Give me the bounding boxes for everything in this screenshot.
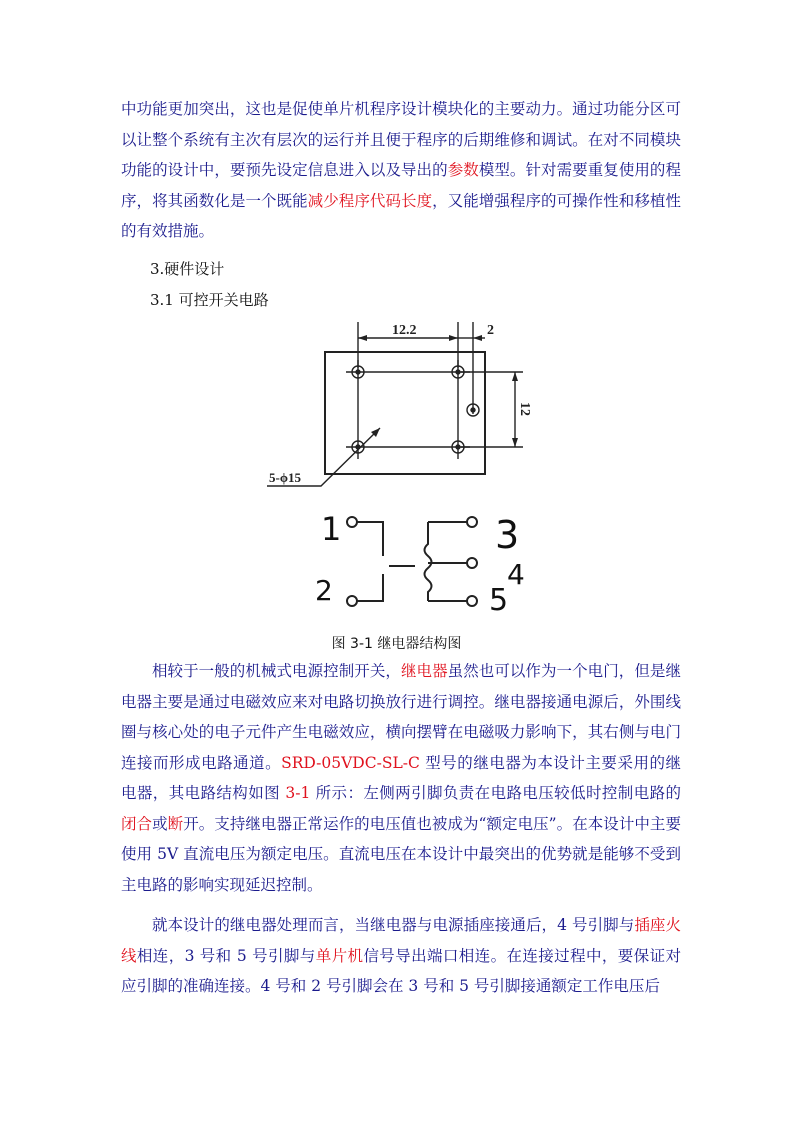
pin-label-1: 1	[321, 510, 342, 548]
dim-label-12: 12	[517, 402, 532, 416]
text-run: 型号的继电器为本设计主要采用的继电器，其电路结构如图	[121, 753, 681, 802]
text-run: 相较于一般的机械式电源控制开关，	[152, 662, 401, 680]
highlighted-term: 闭合	[121, 814, 153, 833]
highlighted-term: 继电器	[400, 662, 448, 680]
mounting-holes	[346, 360, 479, 459]
text-run: 信号导出端口相连。在连接过程中，要保证对应引脚的准确连接。4 号和 2 号引脚会在 3 号和 5 号引脚接通额定工作电压后	[121, 946, 681, 995]
section-heading: 3.硬件设计	[150, 260, 225, 278]
subsection-heading: 3.1 可控开关电路	[150, 291, 269, 309]
text-run: 或	[152, 814, 168, 833]
highlighted-term: 参数	[447, 161, 479, 179]
highlighted-term: 单片机	[315, 946, 364, 965]
text-run: 模型。针对需要重复使用的程序，将其函数化是一个既能	[121, 161, 681, 210]
pin-label-2: 2	[315, 574, 333, 607]
relay-body-outline	[325, 352, 485, 474]
highlighted-term: 断	[167, 814, 184, 833]
highlighted-term: 减少程序代码长度	[307, 191, 433, 210]
text-run: ，又能增强程序的可操作性和移植性的有效措施。	[121, 191, 681, 240]
figure-caption: 图 3-1 继电器结构图	[331, 636, 462, 652]
paragraph-3	[121, 910, 681, 1002]
dim-label-2: 2	[487, 323, 494, 338]
paragraph-2	[121, 656, 681, 900]
paragraph-1	[121, 94, 681, 247]
text-run: 所示：左侧两引脚负责在电路电压较低时控制电路的	[310, 784, 681, 802]
text-run: 就本设计的继电器处理而言，当继电器与电源插座接通后，4 号引脚与	[152, 916, 635, 934]
highlighted-term: 插座火线	[121, 916, 681, 965]
dim-label-12-2: 12.2	[392, 323, 417, 338]
highlighted-term: SRD-05VDC-SL-C	[281, 753, 420, 772]
relay-figure	[255, 318, 555, 618]
hole-label: 5-ϕ15	[269, 470, 301, 485]
pin-label-5: 5	[489, 583, 509, 618]
text-run: 中功能更加突出，这也是促使单片机程序设计模块化的主要动力。通过功能分区可以让整个系统有主次有层次的运行并且便于程序的后期维修和调试。在对不同模块功能的设计中，要预先设定信息进入以及导出的	[121, 100, 681, 179]
pin-label-3: 3	[495, 513, 520, 557]
highlighted-term: 3-1	[285, 784, 311, 802]
text-run: 相连，3 号和 5 号引脚与	[136, 946, 316, 965]
pin-label-4: 4	[507, 558, 525, 591]
text-run: 开。支持继电器正常运作的电压值也被成为“额定电压”。在本设计中主要使用 5V 直流电压为额定电压。直流电压在本设计中最突出的优势就是能够不受到主电路的影响实现延迟控制。	[121, 814, 681, 894]
text-run: 虽然也可以作为一个电门，但是继电器主要是通过电磁效应来对电路切换放行进行调控。继电器接通电源后，外围线圈与核心处的电子元件产生电磁效应，横向摆臂在电磁吸力影响下，其右侧与电门连接而形成电路通道。	[121, 662, 681, 772]
relay-schematic	[347, 517, 477, 606]
